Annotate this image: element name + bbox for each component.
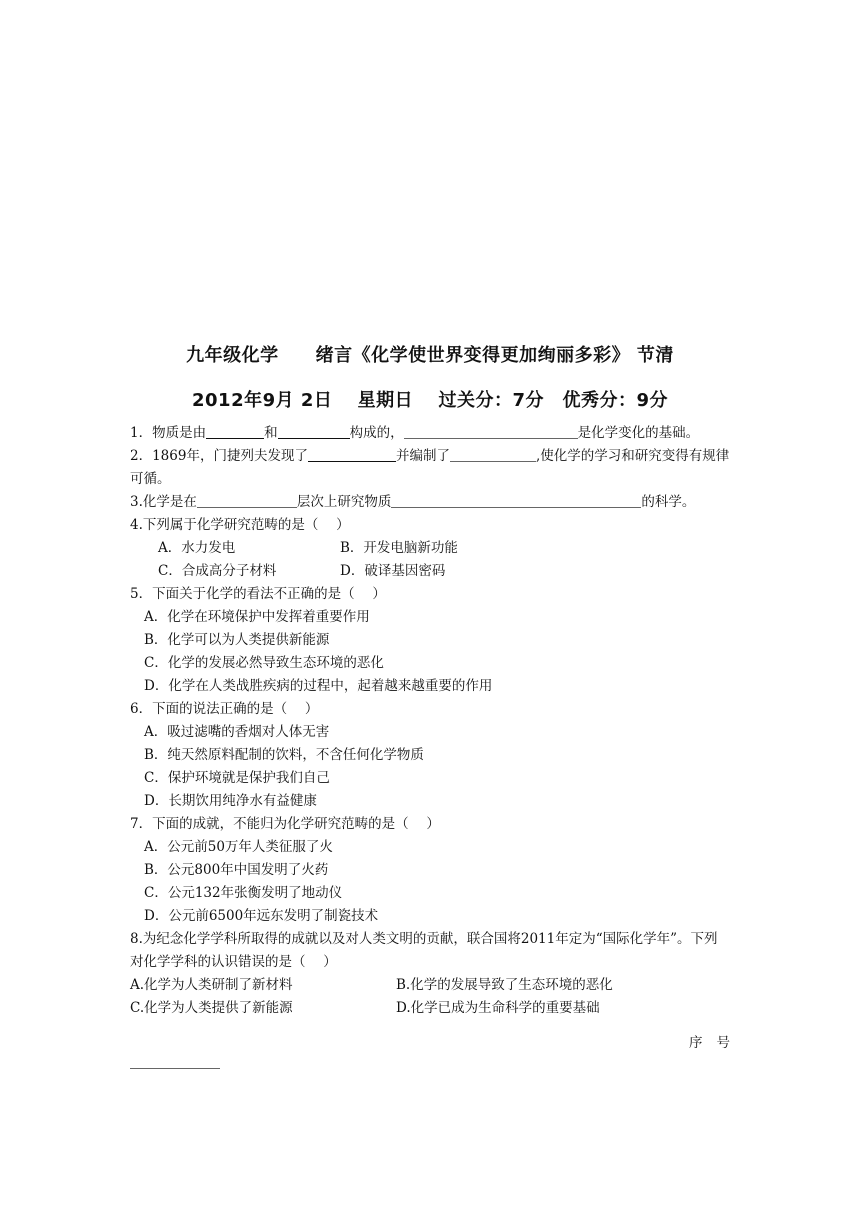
option-c[interactable]: C．公元132年张衡发明了地动仪 — [144, 885, 343, 901]
answer-blank[interactable] — [308, 446, 396, 462]
option-c[interactable]: C．保护环境就是保护我们自己 — [144, 770, 330, 786]
question-6-stem: 6．下面的说法正确的是（ ） — [130, 701, 319, 717]
answer-blank[interactable] — [278, 423, 350, 439]
question-2: 2．1869年，门捷列夫发现了 并编制了 ,使化学的学习和研究变得有规律可循。 — [130, 448, 730, 487]
option-d[interactable]: D．公元前6500年远东发明了制瓷技术 — [144, 908, 379, 924]
option-a[interactable]: A．化学在环境保护中发挥着重要作用 — [144, 609, 370, 625]
option-d[interactable]: D．化学在人类战胜疾病的过程中，起着越来越重要的作用 — [144, 678, 493, 694]
option-b[interactable]: B．化学可以为人类提供新能源 — [144, 632, 330, 648]
option-a[interactable]: A．吸过滤嘴的香烟对人体无害 — [144, 724, 330, 740]
sequence-number-blank[interactable] — [130, 1068, 220, 1069]
option-b[interactable]: B．公元800年中国发明了火药 — [144, 862, 329, 878]
question-4-stem: 4.下列属于化学研究范畴的是（ ） — [130, 517, 350, 533]
question-4-options-row-2 — [130, 560, 730, 583]
option-a[interactable]: A．公元前50万年人类征服了火 — [144, 839, 333, 855]
answer-blank[interactable] — [197, 492, 297, 508]
question-7-stem: 7．下面的成就，不能归为化学研究范畴的是（ ） — [130, 816, 440, 832]
option-c[interactable]: C．化学的发展必然导致生态环境的恶化 — [144, 655, 384, 671]
option-c[interactable]: C．合成高分子材料 — [158, 563, 277, 579]
question-3: 3.化学是在 层次上研究物质 的科学。 — [130, 494, 696, 510]
question-4-options-row-1 — [130, 537, 730, 560]
sequence-number-label: 序号 — [689, 1035, 744, 1051]
option-a[interactable]: A.化学为人类研制了新材料 — [130, 977, 293, 993]
option-d[interactable]: D．长期饮用纯净水有益健康 — [144, 793, 317, 809]
option-b[interactable]: B．开发电脑新功能 — [340, 540, 458, 556]
answer-blank[interactable] — [391, 492, 641, 508]
worksheet-title: 九年级化学 绪言《化学使世界变得更加绚丽多彩》 节清 — [186, 345, 674, 366]
option-d[interactable]: D.化学已成为生命科学的重要基础 — [396, 1000, 600, 1016]
option-c[interactable]: C.化学为人类提供了新能源 — [130, 1000, 293, 1016]
option-b[interactable]: B.化学的发展导致了生态环境的恶化 — [396, 977, 613, 993]
option-b[interactable]: B．纯天然原料配制的饮料，不含任何化学物质 — [144, 747, 424, 763]
answer-blank[interactable] — [450, 446, 536, 462]
answer-blank[interactable] — [206, 423, 264, 439]
worksheet-date-score-line: 2012年9月 2日 星期日 过关分：7分 优秀分：9分 — [192, 390, 668, 411]
option-a[interactable]: A．水力发电 — [158, 540, 236, 556]
answer-blank[interactable] — [404, 423, 578, 439]
question-8-options-row-1 — [130, 974, 730, 997]
question-list — [130, 422, 730, 1020]
option-d[interactable]: D．破译基因密码 — [340, 563, 446, 579]
question-8-stem: 8.为纪念化学学科所取得的成就以及对人类文明的贡献，联合国将2011年定为“国际化学年”。下列对化学学科的认识错误的是（ ） — [130, 931, 718, 970]
question-5-stem: 5．下面关于化学的看法不正确的是（ ） — [130, 586, 386, 602]
question-1: 1．物质是由 和 构成的， 是化学变化的基础。 — [130, 425, 700, 441]
question-8-options-row-2 — [130, 997, 730, 1020]
